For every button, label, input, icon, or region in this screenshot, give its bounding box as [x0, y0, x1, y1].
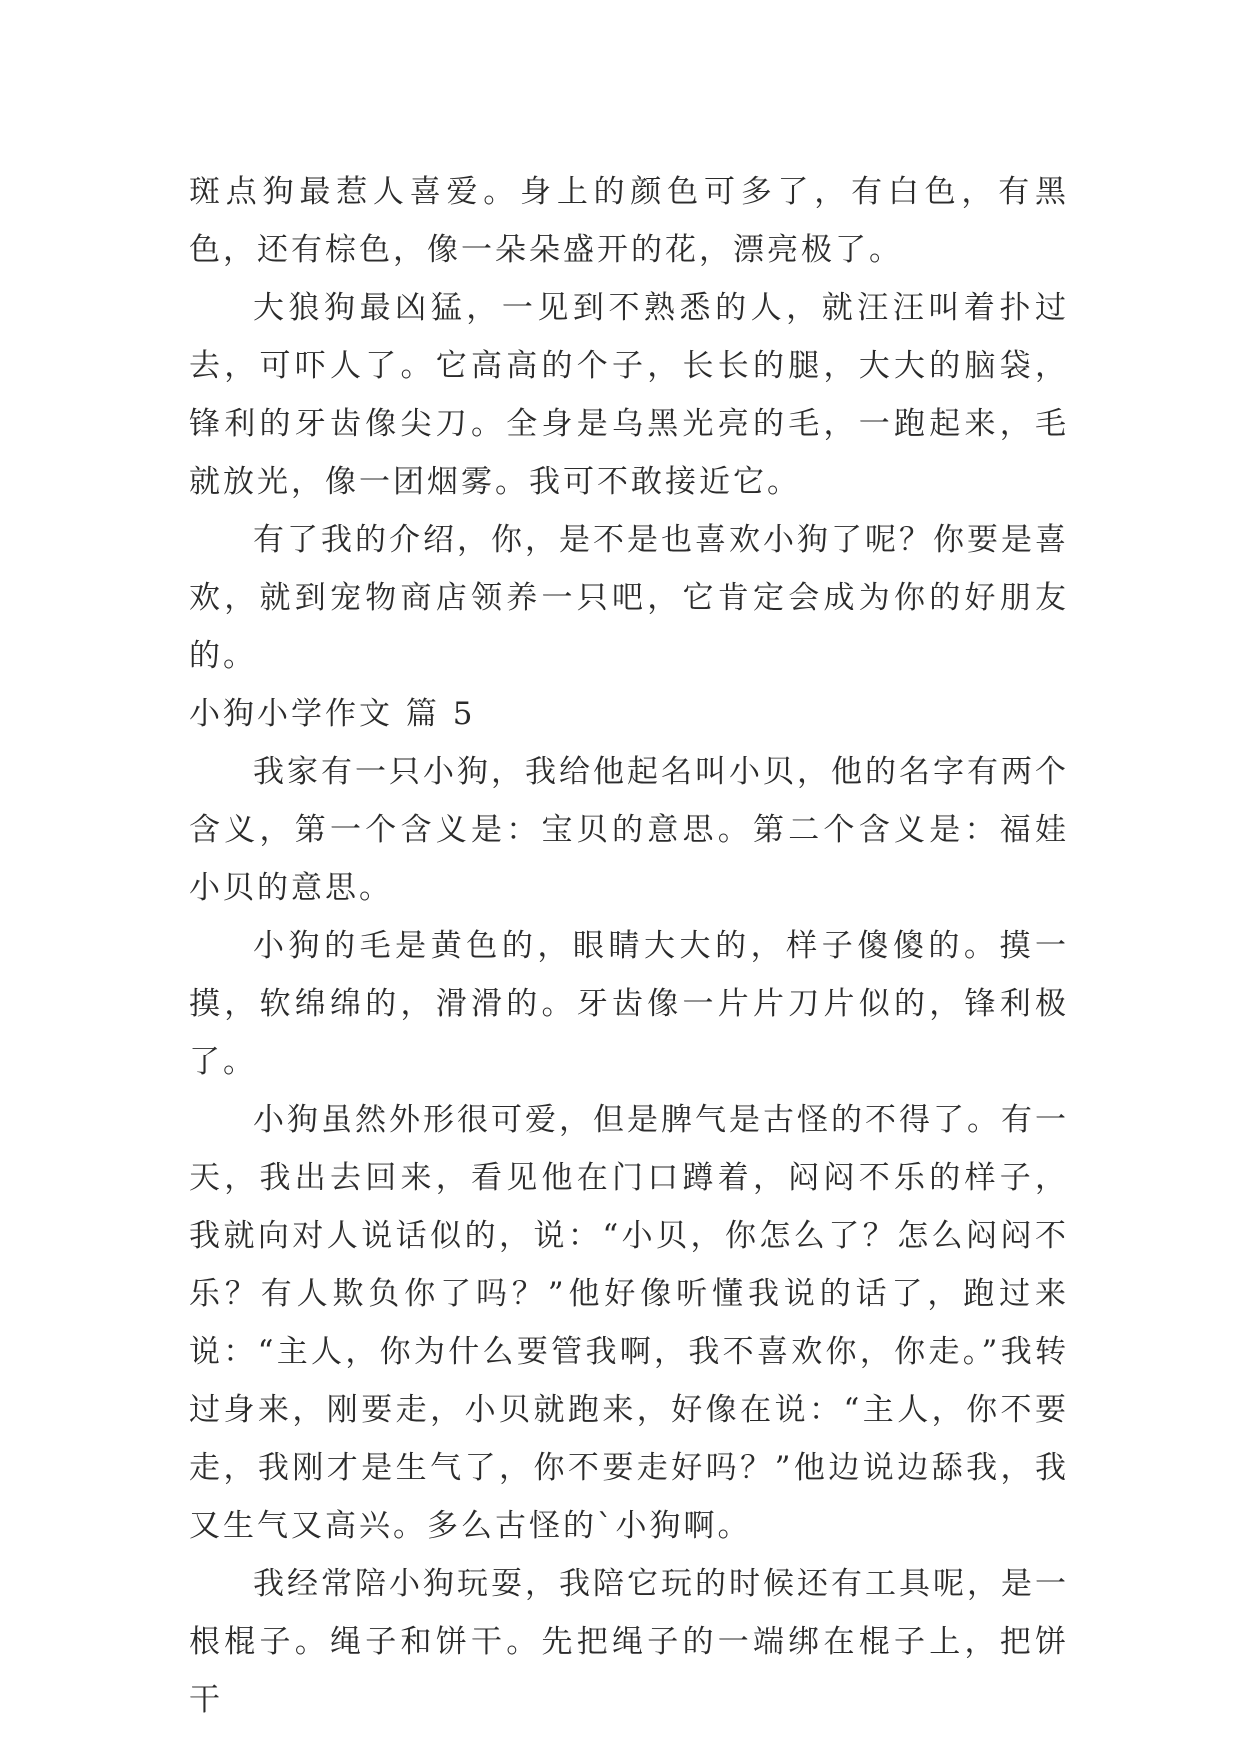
paragraph-name-meaning: 我家有一只小狗，我给他起名叫小贝，他的名字有两个含义，第一个含义是：宝贝的意思。第二个含义是：福娃小贝的意思。 [189, 754, 1069, 906]
paragraph-playing: 我经常陪小狗玩耍，我陪它玩的时候还有工具呢，是一根棍子。绳子和饼干。先把绳子的一端绑在棍子上，把饼干 [189, 1566, 1069, 1718]
paragraph-introduction-end: 有了我的介绍，你，是不是也喜欢小狗了呢？你要是喜欢，就到宠物商店领养一只吧，它肯定会成为你的好朋友的。 [189, 522, 1069, 674]
paragraph-wolf-dog: 大狼狗最凶猛，一见到不熟悉的人，就汪汪叫着扑过去，可吓人了。它高高的个子，长长的腿，大大的脑袋，锋利的牙齿像尖刀。全身是乌黑光亮的毛，一跑起来，毛就放光，像一团烟雾。我可不敢接近它。 [189, 290, 1069, 500]
paragraph-spotted-dog: 斑点狗最惹人喜爱。身上的颜色可多了，有白色，有黑色，还有棕色，像一朵朵盛开的花，漂亮极了。 [189, 174, 1069, 268]
paragraph-appearance: 小狗的毛是黄色的，眼睛大大的，样子傻傻的。摸一摸，软绵绵的，滑滑的。牙齿像一片片刀片似的，锋利极了。 [189, 928, 1069, 1080]
paragraph-temper: 小狗虽然外形很可爱，但是脾气是古怪的不得了。有一天，我出去回来，看见他在门口蹲着，闷闷不乐的样子，我就向对人说话似的，说：“小贝，你怎么了？怎么闷闷不乐？有人欺负你了吗？”他好像听懂我说的话了，跑过来说：“主人，你为什么要管我啊，我不喜欢你，你走。”我转过身来，刚要走，小贝就跑来，好像在说：“主人，你不要走，我刚才是生气了，你不要走好吗？”他边说边舔我，我又生气又高兴。多么古怪的`小狗啊。 [189, 1102, 1069, 1544]
section-heading: 小狗小学作文 篇 5 [189, 696, 476, 732]
document-body [189, 163, 1069, 1729]
